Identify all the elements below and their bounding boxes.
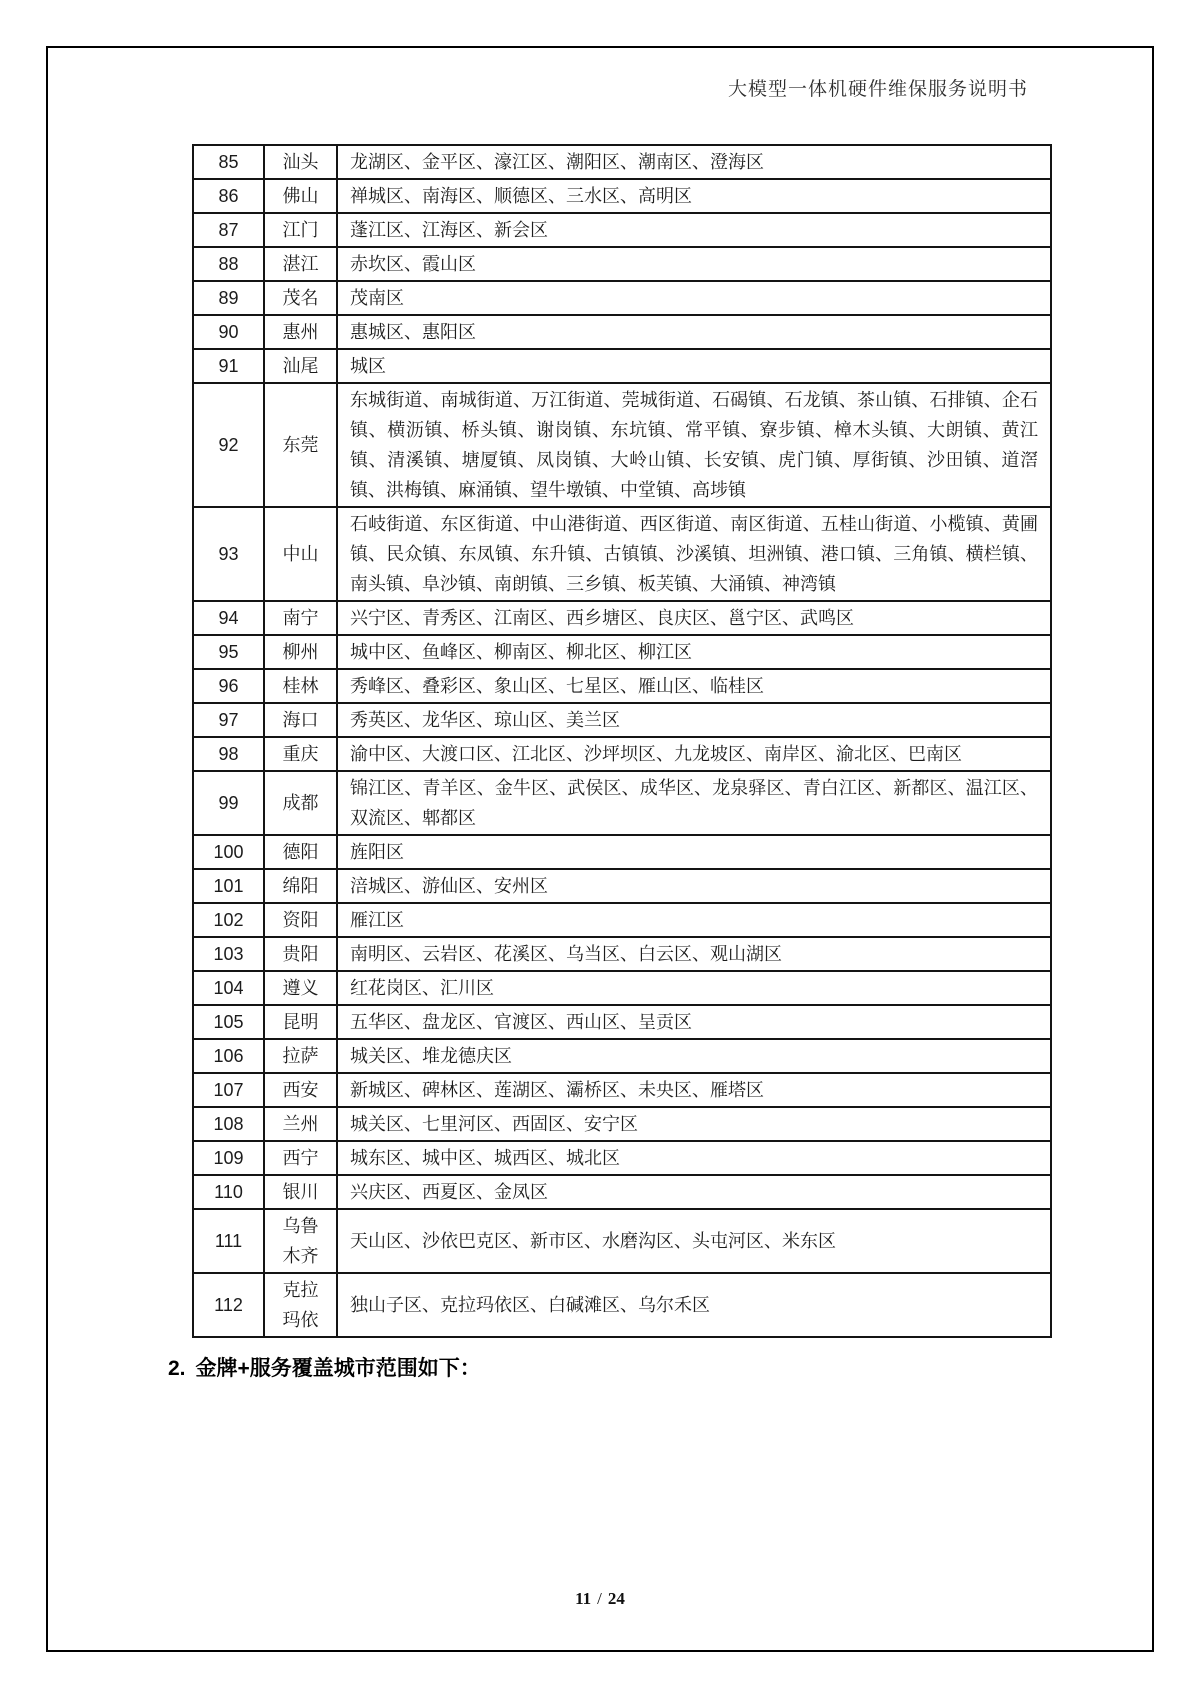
row-number-cell: 105 — [193, 1005, 264, 1039]
row-number-cell: 97 — [193, 703, 264, 737]
row-number-cell: 91 — [193, 349, 264, 383]
table-row — [193, 247, 1051, 281]
city-cell: 绵阳 — [264, 869, 337, 903]
table-row — [193, 601, 1051, 635]
table-row — [193, 213, 1051, 247]
table-row — [193, 507, 1051, 601]
table-row — [193, 1141, 1051, 1175]
districts-cell: 兴庆区、西夏区、金凤区 — [337, 1175, 1051, 1209]
row-number-cell: 101 — [193, 869, 264, 903]
districts-cell: 南明区、云岩区、花溪区、乌当区、白云区、观山湖区 — [337, 937, 1051, 971]
districts-cell: 新城区、碑林区、莲湖区、灞桥区、未央区、雁塔区 — [337, 1073, 1051, 1107]
row-number-cell: 95 — [193, 635, 264, 669]
page-number-current: 11 — [575, 1589, 592, 1608]
city-cell: 汕头 — [264, 145, 337, 179]
districts-cell: 锦江区、青羊区、金牛区、武侯区、成华区、龙泉驿区、青白江区、新都区、温江区、双流区、郫都区 — [337, 771, 1051, 835]
districts-cell: 城关区、七里河区、西固区、安宁区 — [337, 1107, 1051, 1141]
row-number-cell: 96 — [193, 669, 264, 703]
table-row — [193, 835, 1051, 869]
city-cell: 汕尾 — [264, 349, 337, 383]
districts-cell: 兴宁区、青秀区、江南区、西乡塘区、良庆区、邕宁区、武鸣区 — [337, 601, 1051, 635]
section-number: 2. — [168, 1357, 186, 1380]
city-cell: 西宁 — [264, 1141, 337, 1175]
districts-cell: 独山子区、克拉玛依区、白碱滩区、乌尔禾区 — [337, 1273, 1051, 1337]
table-row — [193, 1273, 1051, 1337]
city-cell: 银川 — [264, 1175, 337, 1209]
districts-cell: 天山区、沙依巴克区、新市区、水磨沟区、头屯河区、米东区 — [337, 1209, 1051, 1273]
row-number-cell: 86 — [193, 179, 264, 213]
city-cell: 江门 — [264, 213, 337, 247]
city-cell: 兰州 — [264, 1107, 337, 1141]
city-cell: 惠州 — [264, 315, 337, 349]
table-row — [193, 1005, 1051, 1039]
table-row — [193, 349, 1051, 383]
districts-cell: 五华区、盘龙区、官渡区、西山区、呈贡区 — [337, 1005, 1051, 1039]
page-footer — [0, 1589, 1200, 1609]
row-number-cell: 100 — [193, 835, 264, 869]
city-cell: 西安 — [264, 1073, 337, 1107]
page-number-separator: / — [597, 1589, 602, 1608]
districts-cell: 城中区、鱼峰区、柳南区、柳北区、柳江区 — [337, 635, 1051, 669]
city-cell: 佛山 — [264, 179, 337, 213]
row-number-cell: 90 — [193, 315, 264, 349]
row-number-cell: 88 — [193, 247, 264, 281]
city-cell: 成都 — [264, 771, 337, 835]
row-number-cell: 106 — [193, 1039, 264, 1073]
districts-cell: 龙湖区、金平区、濠江区、潮阳区、潮南区、澄海区 — [337, 145, 1051, 179]
table-row — [193, 937, 1051, 971]
row-number-cell: 112 — [193, 1273, 264, 1337]
table-row — [193, 903, 1051, 937]
table-row — [193, 771, 1051, 835]
districts-cell: 东城街道、南城街道、万江街道、莞城街道、石碣镇、石龙镇、茶山镇、石排镇、企石镇、横沥镇、桥头镇、谢岗镇、东坑镇、常平镇、寮步镇、樟木头镇、大朗镇、黄江镇、清溪镇、塘厦镇、凤岗镇、大岭山镇、长安镇、虎门镇、厚街镇、沙田镇、道滘镇、洪梅镇、麻涌镇、望牛墩镇、中堂镇、高埗镇 — [337, 383, 1051, 507]
table-row — [193, 703, 1051, 737]
table-row — [193, 635, 1051, 669]
districts-cell: 惠城区、惠阳区 — [337, 315, 1051, 349]
row-number-cell: 104 — [193, 971, 264, 1005]
city-cell: 东莞 — [264, 383, 337, 507]
districts-cell: 雁江区 — [337, 903, 1051, 937]
table-row — [193, 179, 1051, 213]
row-number-cell: 93 — [193, 507, 264, 601]
districts-cell: 禅城区、南海区、顺德区、三水区、高明区 — [337, 179, 1051, 213]
row-number-cell: 110 — [193, 1175, 264, 1209]
table-row — [193, 315, 1051, 349]
row-number-cell: 103 — [193, 937, 264, 971]
districts-cell: 城东区、城中区、城西区、城北区 — [337, 1141, 1051, 1175]
table-row — [193, 1073, 1051, 1107]
table-row — [193, 971, 1051, 1005]
table-row — [193, 737, 1051, 771]
document-header-title: 大模型一体机硬件维保服务说明书 — [727, 79, 1028, 100]
row-number-cell: 87 — [193, 213, 264, 247]
section-heading-text: 金牌+服务覆盖城市范围如下： — [195, 1357, 481, 1380]
table-row — [193, 1175, 1051, 1209]
table-row — [193, 145, 1051, 179]
districts-cell: 蓬江区、江海区、新会区 — [337, 213, 1051, 247]
row-number-cell: 107 — [193, 1073, 264, 1107]
city-cell: 德阳 — [264, 835, 337, 869]
city-cell: 遵义 — [264, 971, 337, 1005]
city-cell: 桂林 — [264, 669, 337, 703]
districts-cell: 城区 — [337, 349, 1051, 383]
row-number-cell: 94 — [193, 601, 264, 635]
city-cell: 湛江 — [264, 247, 337, 281]
districts-cell: 赤坎区、霞山区 — [337, 247, 1051, 281]
table-row — [193, 869, 1051, 903]
city-cell: 重庆 — [264, 737, 337, 771]
districts-cell: 城关区、堆龙德庆区 — [337, 1039, 1051, 1073]
city-cell: 拉萨 — [264, 1039, 337, 1073]
table-row — [193, 1039, 1051, 1073]
districts-cell: 涪城区、游仙区、安州区 — [337, 869, 1051, 903]
page-number-total: 24 — [607, 1589, 625, 1608]
city-cell: 南宁 — [264, 601, 337, 635]
city-cell: 中山 — [264, 507, 337, 601]
row-number-cell: 109 — [193, 1141, 264, 1175]
city-cell: 资阳 — [264, 903, 337, 937]
districts-cell: 石岐街道、东区街道、中山港街道、西区街道、南区街道、五桂山街道、小榄镇、黄圃镇、民众镇、东凤镇、东升镇、古镇镇、沙溪镇、坦洲镇、港口镇、三角镇、横栏镇、南头镇、阜沙镇、南朗镇、三乡镇、板芙镇、大涌镇、神湾镇 — [337, 507, 1051, 601]
row-number-cell: 111 — [193, 1209, 264, 1273]
districts-cell: 红花岗区、汇川区 — [337, 971, 1051, 1005]
city-coverage-table — [192, 144, 1052, 1338]
city-cell: 海口 — [264, 703, 337, 737]
districts-cell: 茂南区 — [337, 281, 1051, 315]
city-cell: 昆明 — [264, 1005, 337, 1039]
districts-cell: 渝中区、大渡口区、江北区、沙坪坝区、九龙坡区、南岸区、渝北区、巴南区 — [337, 737, 1051, 771]
table-row — [193, 281, 1051, 315]
row-number-cell: 99 — [193, 771, 264, 835]
row-number-cell: 102 — [193, 903, 264, 937]
row-number-cell: 92 — [193, 383, 264, 507]
city-cell: 茂名 — [264, 281, 337, 315]
districts-cell: 秀英区、龙华区、琼山区、美兰区 — [337, 703, 1051, 737]
row-number-cell: 89 — [193, 281, 264, 315]
row-number-cell: 85 — [193, 145, 264, 179]
row-number-cell: 108 — [193, 1107, 264, 1141]
city-cell: 柳州 — [264, 635, 337, 669]
row-number-cell: 98 — [193, 737, 264, 771]
districts-cell: 旌阳区 — [337, 835, 1051, 869]
table-row — [193, 1209, 1051, 1273]
city-cell: 克拉玛依 — [264, 1273, 337, 1337]
city-cell: 乌鲁木齐 — [264, 1209, 337, 1273]
table-row — [193, 1107, 1051, 1141]
table-row — [193, 669, 1051, 703]
districts-cell: 秀峰区、叠彩区、象山区、七星区、雁山区、临桂区 — [337, 669, 1051, 703]
table-row — [193, 383, 1051, 507]
section-heading — [168, 1352, 481, 1382]
city-cell: 贵阳 — [264, 937, 337, 971]
